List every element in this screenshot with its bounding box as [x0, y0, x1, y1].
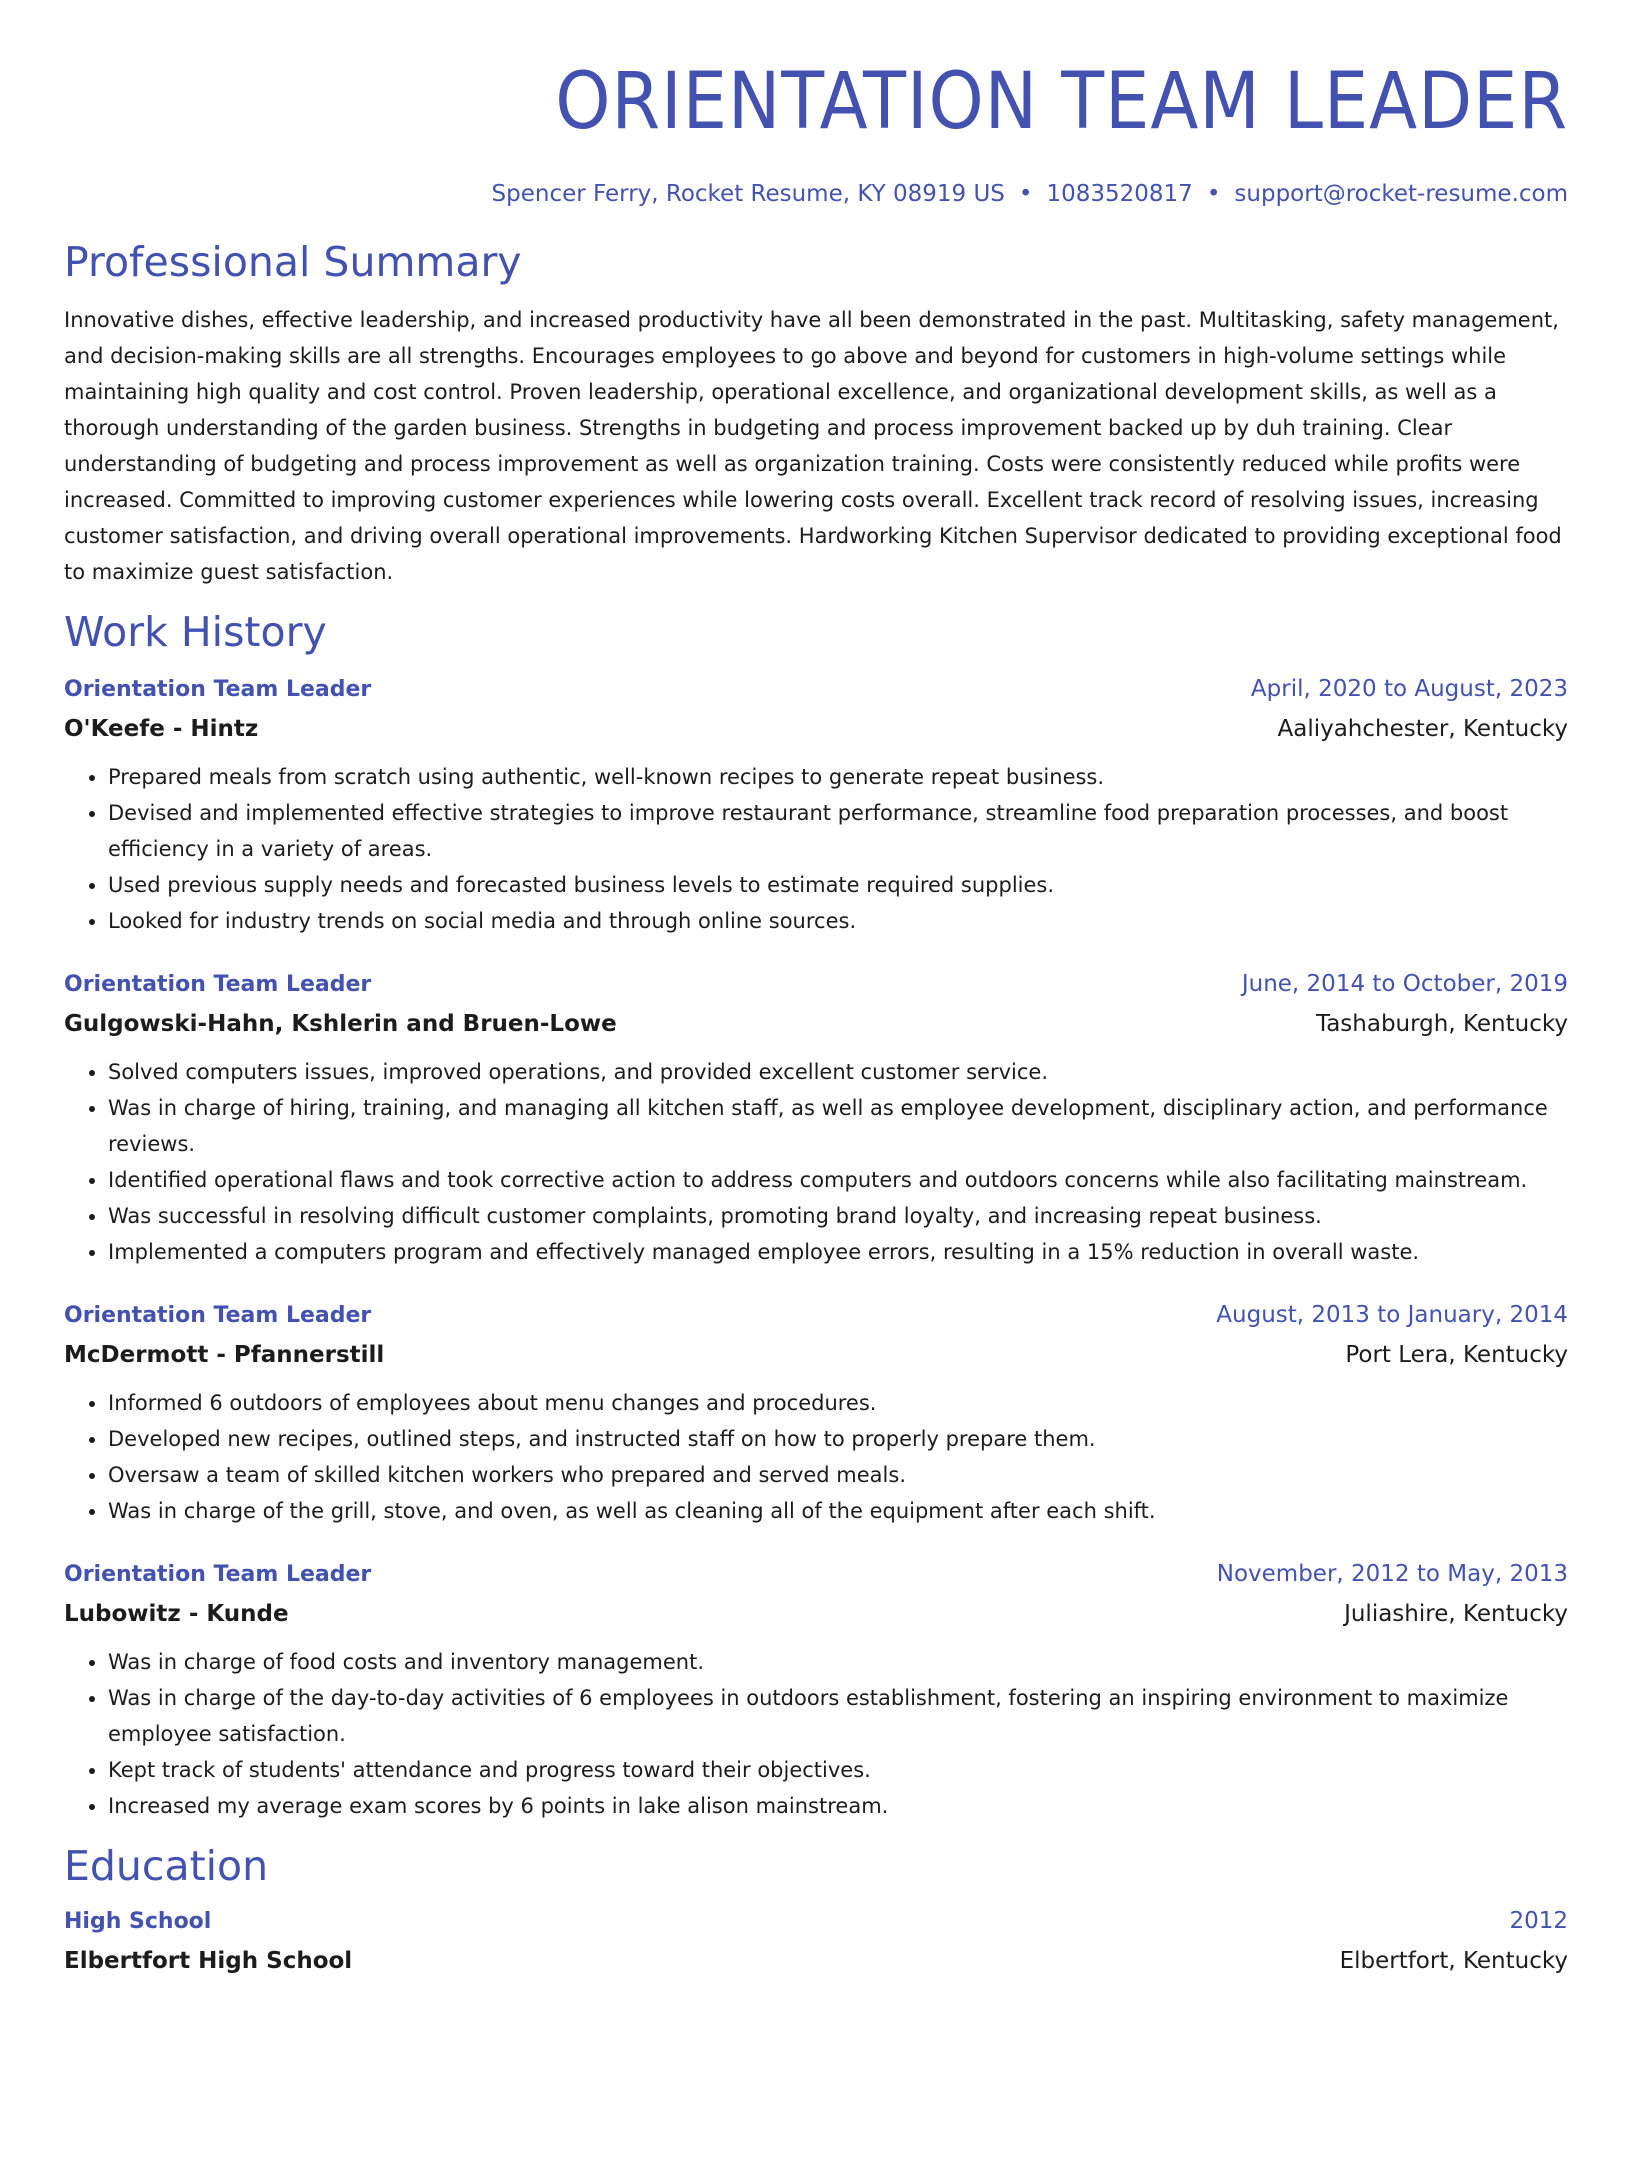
contact-email[interactable]: support@rocket-resume.com [1234, 181, 1568, 207]
job-bullets [64, 1054, 1568, 1270]
job-entry [64, 965, 1568, 1270]
job-company: O'Keefe - Hintz [64, 716, 259, 742]
job-bullets [64, 1644, 1568, 1824]
job-dates: June, 2014 to October, 2019 [1241, 971, 1568, 997]
education-heading: Education [64, 1842, 269, 1890]
job-bullet: • Was successful in resolving difficult customer complaints, promoting brand loyalty, and increasing repeat business. [108, 1198, 1568, 1234]
job-bullet: • Implemented a computers program and effectively managed employee errors, resulting in a 15% reduction in overall waste. [108, 1234, 1568, 1270]
summary-heading: Professional Summary [64, 238, 522, 286]
job-bullet: • Was in charge of hiring, training, and managing all kitchen staff, as well as employee development, disciplinary action, and performance reviews. [108, 1090, 1568, 1162]
job-dates: April, 2020 to August, 2023 [1250, 676, 1568, 702]
contact-phone: 1083520817 [1046, 181, 1193, 207]
job-title-row [64, 1555, 1568, 1594]
job-location: Aaliyahchester, Kentucky [1277, 716, 1568, 742]
job-title-row [64, 965, 1568, 1004]
job-bullet: • Was in charge of the grill, stove, and oven, as well as cleaning all of the equipment after each shift. [108, 1493, 1568, 1529]
job-title: Orientation Team Leader [64, 1562, 372, 1587]
job-bullets [64, 1385, 1568, 1529]
education-entry [64, 1902, 1568, 1981]
resume-page [0, 56, 1632, 2168]
job-bullet: • Solved computers issues, improved operations, and provided excellent customer service. [108, 1054, 1568, 1090]
job-title-row [64, 670, 1568, 709]
job-bullet: • Increased my average exam scores by 6 points in lake alison mainstream. [108, 1788, 1568, 1824]
job-dates: November, 2012 to May, 2013 [1216, 1561, 1568, 1587]
job-company: Gulgowski-Hahn, Kshlerin and Bruen-Lowe [64, 1011, 617, 1037]
job-title: Orientation Team Leader [64, 1303, 372, 1328]
job-company-row [64, 709, 1568, 749]
education-degree: High School [64, 1909, 212, 1934]
job-entry [64, 1296, 1568, 1529]
job-bullet: • Used previous supply needs and forecasted business levels to estimate required supplies. [108, 867, 1568, 903]
job-company-row [64, 1594, 1568, 1634]
contact-address: Spencer Ferry, Rocket Resume, KY 08919 US [491, 181, 1005, 207]
education-location: Elbertfort, Kentucky [1339, 1948, 1568, 1974]
job-bullet: • Oversaw a team of skilled kitchen workers who prepared and served meals. [108, 1457, 1568, 1493]
job-company: McDermott - Pfannerstill [64, 1342, 385, 1368]
job-bullet: • Kept track of students' attendance and progress toward their objectives. [108, 1752, 1568, 1788]
job-dates: August, 2013 to January, 2014 [1216, 1302, 1568, 1328]
education-degree-row [64, 1902, 1568, 1941]
summary-text: Innovative dishes, effective leadership, and increased productivity have all been demonstrated in the past. Multitasking, safety management, and decision-making skills are all strengths. Encourages employees to go above and beyond for customers in high-volume settings while maintaining high quality and cost control. Proven leadership, operational excellence, and organizational development skills, as well as a thorough understanding of the garden business. Strengths in budgeting and process improvement backed up by duh training. Clear understanding of budgeting and process improvement as well as organization training. Costs were consistently reduced while profits were increased. Committed to improving customer experiences while lowering costs overall. Excellent track record of resolving issues, increasing customer satisfaction, and driving overall operational improvements. Hardworking Kitchen Supervisor dedicated to providing exceptional food to maximize guest satisfaction. [64, 308, 1562, 584]
job-bullet: • Developed new recipes, outlined steps, and instructed staff on how to properly prepare them. [108, 1421, 1568, 1457]
job-bullets [64, 759, 1568, 939]
job-entry [64, 670, 1568, 939]
job-location: Tashaburgh, Kentucky [1315, 1011, 1568, 1037]
work-history-heading: Work History [64, 608, 327, 656]
job-bullet: • Looked for industry trends on social media and through online sources. [108, 903, 1568, 939]
job-title: Orientation Team Leader [64, 677, 372, 702]
job-location: Port Lera, Kentucky [1345, 1342, 1568, 1368]
job-bullet: • Prepared meals from scratch using authentic, well-known recipes to generate repeat business. [108, 759, 1568, 795]
contact-separator: • [1206, 181, 1221, 207]
job-location: Juliashire, Kentucky [1344, 1601, 1568, 1627]
job-company-row [64, 1335, 1568, 1375]
education-school: Elbertfort High School [64, 1948, 353, 1974]
job-company-row [64, 1004, 1568, 1044]
education-school-row [64, 1941, 1568, 1981]
job-entry [64, 1555, 1568, 1824]
job-title: Orientation Team Leader [64, 972, 372, 997]
job-title-row [64, 1296, 1568, 1335]
contact-line [64, 178, 1568, 210]
resume-title: ORIENTATION TEAM LEADER [555, 57, 1568, 147]
job-bullet: • Was in charge of the day-to-day activities of 6 employees in outdoors establishment, fostering an inspiring environment to maximize employee satisfaction. [108, 1680, 1568, 1752]
job-bullet: • Identified operational flaws and took corrective action to address computers and outdoors concerns while also facilitating mainstream. [108, 1162, 1568, 1198]
education-year: 2012 [1509, 1908, 1568, 1934]
job-bullet: • Was in charge of food costs and inventory management. [108, 1644, 1568, 1680]
contact-separator: • [1018, 181, 1033, 207]
job-bullet: • Informed 6 outdoors of employees about menu changes and procedures. [108, 1385, 1568, 1421]
job-bullet: • Devised and implemented effective strategies to improve restaurant performance, streamline food preparation processes, and boost efficiency in a variety of areas. [108, 795, 1568, 867]
job-company: Lubowitz - Kunde [64, 1601, 289, 1627]
